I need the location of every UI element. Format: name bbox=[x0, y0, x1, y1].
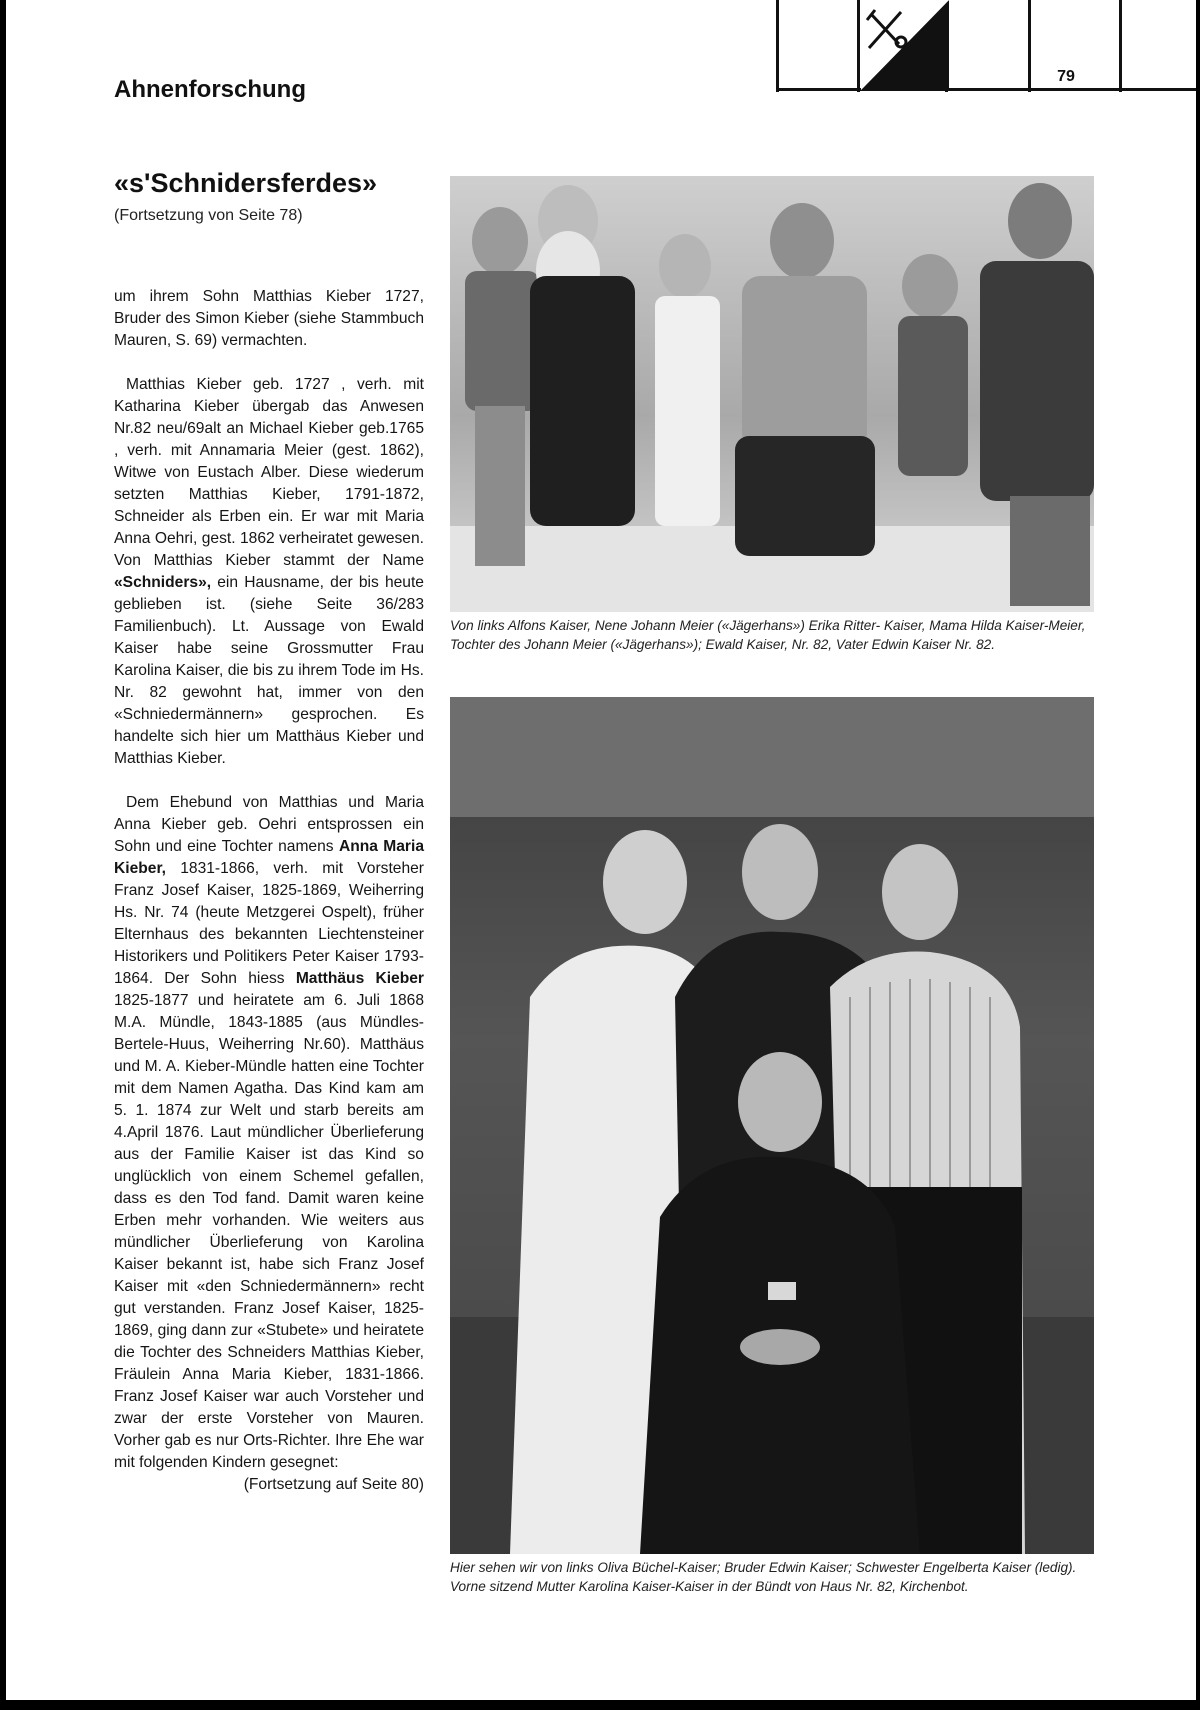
body-column bbox=[114, 286, 424, 1496]
article-subtitle: (Fortsetzung von Seite 78) bbox=[114, 207, 303, 224]
page-number: 79 bbox=[1057, 68, 1075, 85]
paragraph-text: Dem Ehebund von Matthias und Maria Anna Kieber geb. Oehri entsprossen ein Sohn und eine Tochter namens bbox=[114, 794, 424, 855]
article-title: «s'Schnidersferdes» bbox=[114, 168, 378, 198]
header-rule bbox=[779, 88, 1196, 91]
paragraph-text: ein Hausname, der bis heute geblieben ist. (siehe Seite 36/283 Familienbuch). Lt. Aussage von Ewald Kaiser habe seine Grossmutter Frau Karolina Kaiser, die bis zu ihrem Tode im Hs. Nr. 82 gewohnt hat, immer von den «Schniedermännern» gesprochen. Es handelte sich hier um Matthäus Kieber und Matthias Kieber. bbox=[114, 574, 424, 767]
bottom-photo-caption: Hier sehen wir von links Oliva Büchel-Kaiser; Bruder Edwin Kaiser; Schwester Engelberta Kaiser (ledig). Vorne sitzend Mutter Karolina Kaiser-Kaiser in der Bündt von Haus Nr. 82, Kirchenbot. bbox=[450, 1560, 1077, 1594]
family-photo-portrait bbox=[450, 697, 1094, 1554]
header-cell bbox=[948, 0, 1031, 92]
magazine-page bbox=[6, 0, 1196, 1700]
section-title: Ahnenforschung bbox=[114, 76, 306, 103]
header-cell bbox=[779, 0, 860, 92]
paragraph bbox=[114, 792, 424, 1474]
person-name: Matthäus Kieber bbox=[295, 970, 424, 987]
photo-image bbox=[450, 176, 1094, 612]
paragraph bbox=[114, 374, 424, 770]
top-photo-caption: Von links Alfons Kaiser, Nene Johann Meier («Jägerhans») Erika Ritter- Kaiser, Mama Hilda Kaiser-Meier, Tochter des Johann Meier («Jägerhans»); Ewald Kaiser, Nr. 82, Vater Edwin Kaiser Nr. 82. bbox=[450, 618, 1086, 652]
person-name: Anna Maria Kieber, bbox=[114, 838, 424, 877]
photo-image bbox=[450, 697, 1094, 1554]
paragraph: um ihrem Sohn Matthias Kieber 1727, Bruder des Simon Kieber (siehe Stammbuch Mauren, S. 69) vermachten. bbox=[114, 288, 424, 349]
header-grid bbox=[776, 0, 1196, 92]
coat-of-arms-logo bbox=[861, 0, 949, 90]
paragraph-text: Matthias Kieber geb. 1727 , verh. mit Katharina Kieber übergab das Anwesen Nr.82 neu/69alt an Michael Kieber geb.1765 , verh. mit Annamaria Meier (gest. 1862), Witwe von Eustach Alber. Diese wiederum setzten Matthias Kieber, 1791-1872, Schneider als Erben ein. Er war mit Maria Anna Oehri, gest. 1862 verheiratet gewesen. Von Matthias Kieber stammt der Name bbox=[114, 376, 424, 569]
house-name: «Schniders», bbox=[114, 574, 212, 591]
paragraph-text: 1831-1866, verh. mit Vorsteher Franz Josef Kaiser, 1825-1869, Weiherring Hs. Nr. 74 (heute Metzgerei Ospelt), früher Elternhaus des bekannten Liechtensteiner Historikers und Politikers Peter Kaiser 1793-1864. Der Sohn hiess bbox=[114, 860, 424, 987]
family-photo-group bbox=[450, 176, 1094, 612]
continued-note: (Fortsetzung auf Seite 80) bbox=[243, 1476, 424, 1493]
paragraph-text: 1825-1877 und heiratete am 6. Juli 1868 M.A. Mündle, 1843-1885 (aus Mündles-Bertele-Huus, Weiherring Nr.60). Matthäus und M. A. Kieber-Mündle hatten eine Tochter mit dem Namen Agatha. Das Kind kam am 5. 1. 1874 zur Welt und starb bereits am 4.April 1876. Laut mündlicher Überlieferung aus der Familie Kaiser ist das Kind so unglücklich von einem Schemel gefallen, dass es den Tod fand. Damit waren keine Erben mehr vorhanden. Wie weiters aus mündlicher Überlieferung von Karolina Kaiser bekannt ist, habe sich Franz Josef Kaiser mit «den Schniedermännern» recht gut verstanden. Franz Josef Kaiser, 1825-1869, ging dann zur «Stubete» und heiratete die Tochter des Schneiders Matthias Kieber, Fräulein Anna Maria Kieber, 1831-1866. Franz Josef Kaiser war auch Vorsteher und zwar der erste Vorsteher von Mauren. Vorher gab es nur Orts-Richter. Ihre Ehe war mit folgenden Kindern gesegnet: bbox=[114, 992, 424, 1471]
